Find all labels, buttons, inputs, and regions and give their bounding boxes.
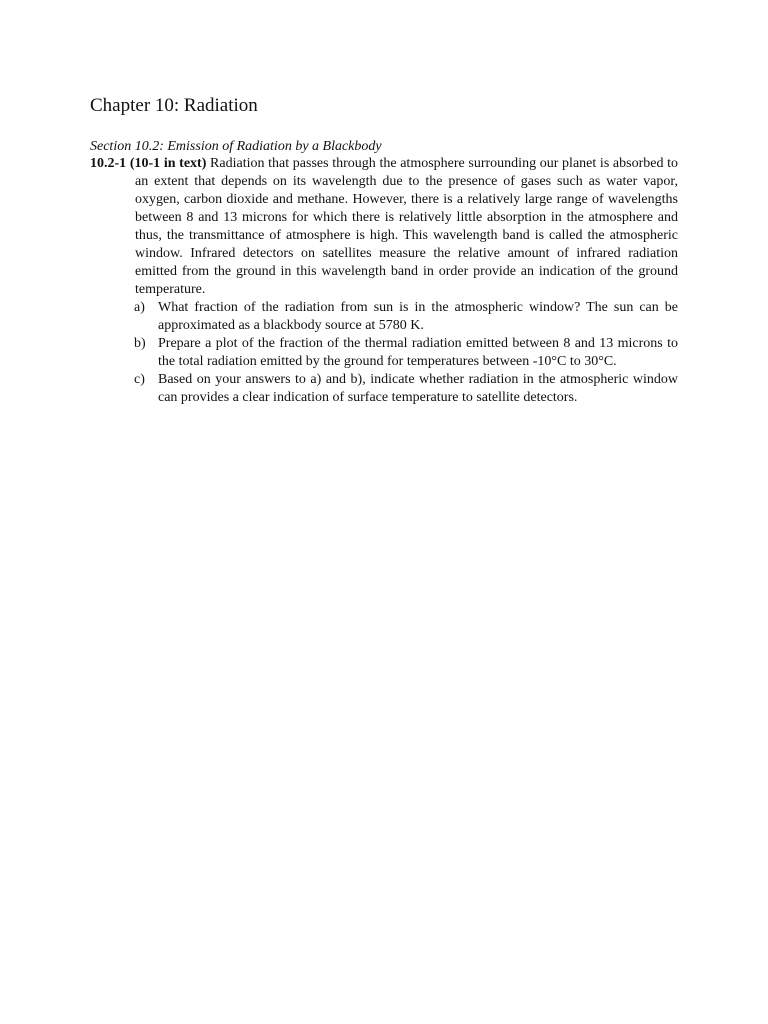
problem-reference: (10-1 in text) xyxy=(129,156,207,171)
problem-part-c xyxy=(134,371,678,407)
chapter-title: Chapter 10: Radiation xyxy=(90,95,258,116)
part-label: c) xyxy=(134,372,145,387)
part-text: What fraction of the radiation from sun is in the atmospheric window? The sun can be approximated as a blackbody source at 5780 K. xyxy=(158,300,678,333)
problem-part-a xyxy=(134,299,678,335)
problem-parts-list xyxy=(134,299,678,407)
problem-text: Radiation that passes through the atmosphere surrounding our planet is absorbed to an extent that depends on its wavelength due to the presence of gases such as water vapor, oxygen, carbon dioxide and methane. However, there is a relatively large range of wavelengths between 8 and 13 microns for which there is relatively little absorption in the atmosphere and thus, the transmittance of atmosphere is high. This wavelength band is called the atmospheric window. Infrared detectors on satellites measure the relative amount of infrared radiation emitted from the ground in this wavelength band in order provide an indication of the ground temperature. xyxy=(135,156,679,297)
part-label: a) xyxy=(134,300,145,315)
part-text: Prepare a plot of the fraction of the thermal radiation emitted between 8 and 13 microns to the total radiation emitted by the ground for temperatures between -10°C to 30°C. xyxy=(158,336,678,369)
problem-statement xyxy=(90,155,678,299)
section-heading: Section 10.2: Emission of Radiation by a Blackbody xyxy=(90,139,382,154)
problem-part-b xyxy=(134,335,678,371)
problem-number: 10.2-1 xyxy=(90,156,127,171)
part-label: b) xyxy=(134,336,146,351)
part-text: Based on your answers to a) and b), indicate whether radiation in the atmospheric window can provides a clear indication of surface temperature to satellite detectors. xyxy=(158,372,678,405)
